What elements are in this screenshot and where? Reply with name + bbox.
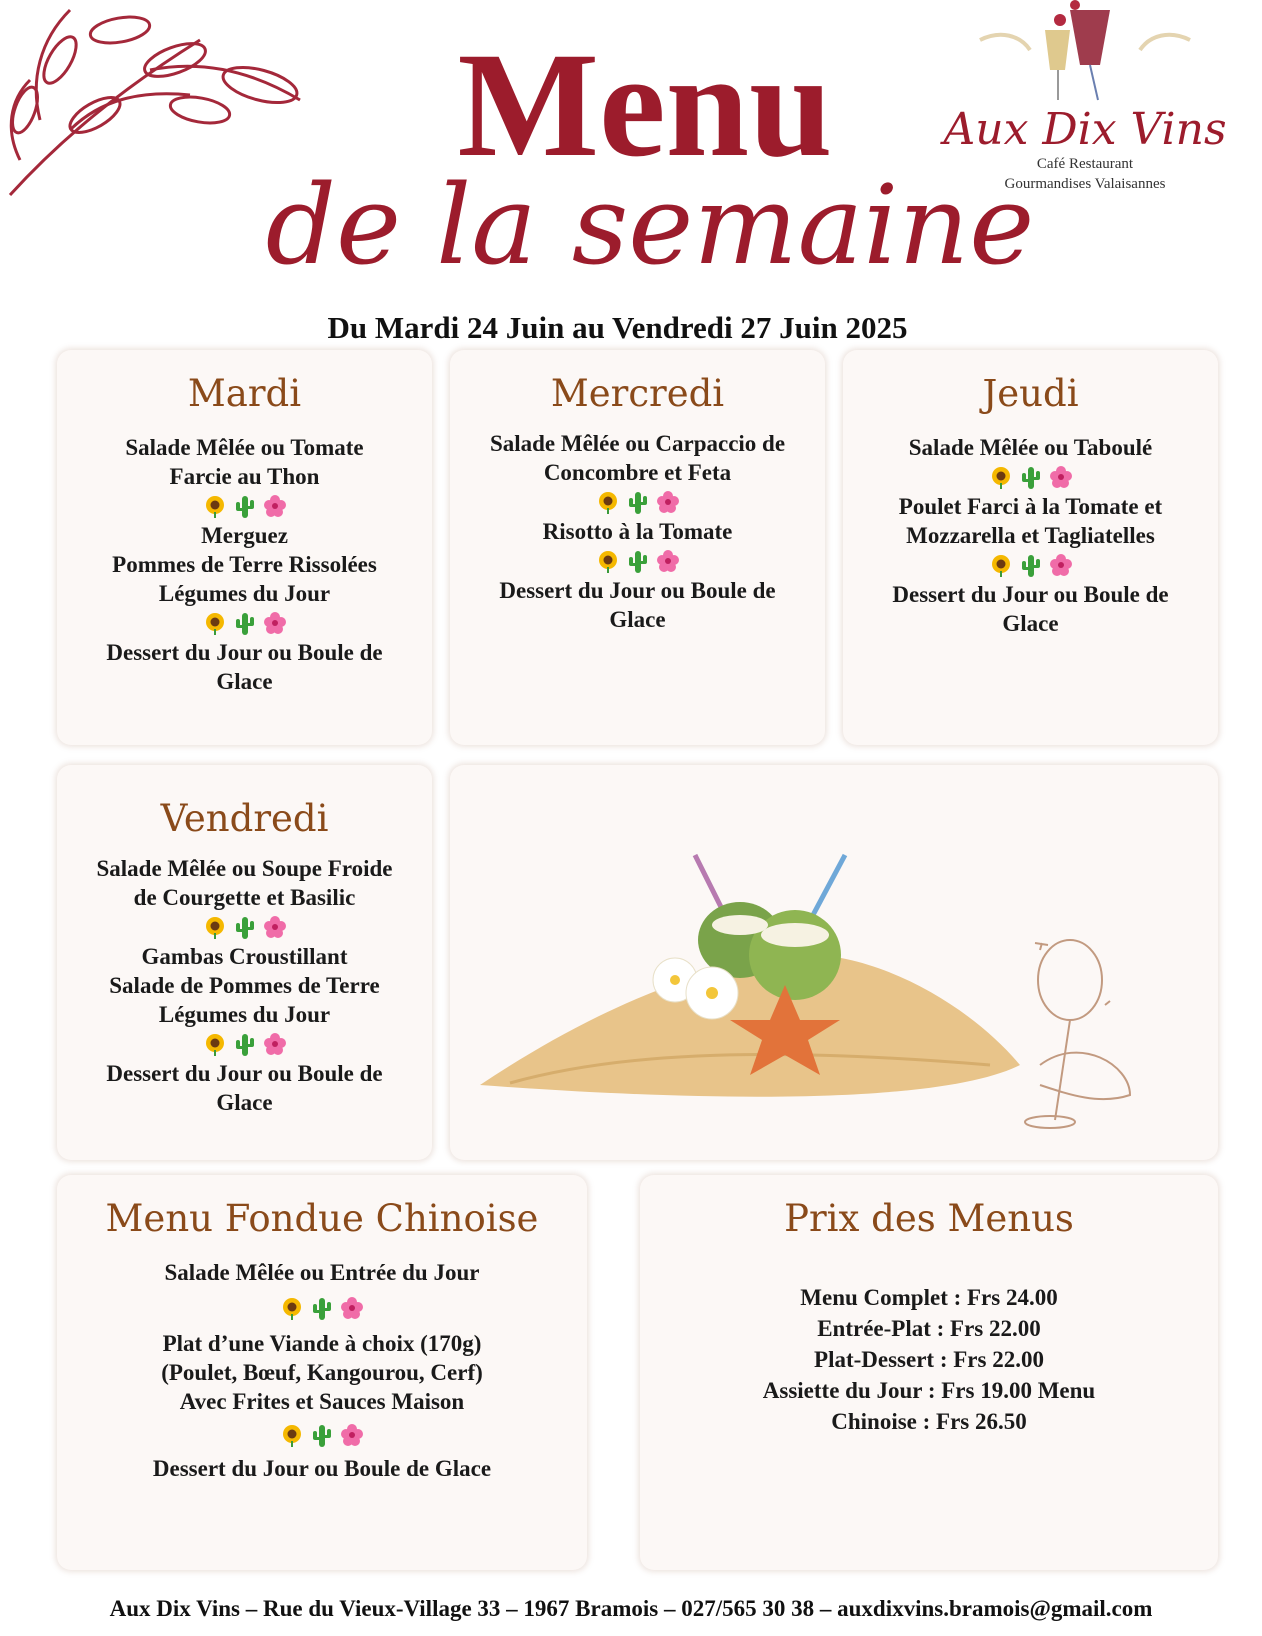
cactus-icon (626, 490, 650, 514)
week-dates: Du Mardi 24 Juin au Vendredi 27 Juin 2025 (327, 310, 908, 345)
sunflower-icon (203, 1032, 227, 1056)
cactus-icon (233, 1032, 257, 1056)
menu-line: Dessert du Jour ou Boule de (892, 582, 1169, 607)
cactus-icon (233, 611, 257, 635)
menu-line: Merguez (201, 523, 288, 548)
menu-line: Mozzarella et Tagliatelles (906, 523, 1155, 548)
cactus-icon (233, 494, 257, 518)
emoji-separator (57, 1420, 587, 1450)
beach-coconut-illustration (450, 765, 1218, 1160)
menu-line: Dessert du Jour ou Boule de Glace (152, 1456, 492, 1481)
sunflower-icon (596, 490, 620, 514)
menu-line: Avec Frites et Sauces Maison (179, 1389, 465, 1414)
semaine-title: de la semaine (265, 161, 1035, 289)
sunflower-icon (203, 915, 227, 939)
menu-line: Salade Mêlée ou Tomate (125, 435, 364, 460)
card-mercredi (450, 350, 825, 745)
sunflower-icon (280, 1423, 304, 1447)
card-vendredi (57, 765, 432, 1160)
menu-line: Salade Mêlée ou Soupe Froide (96, 856, 393, 881)
hibiscus-icon (263, 611, 287, 635)
menu-line: Salade Mêlée ou Taboulé (908, 435, 1153, 460)
day-title-mardi: Mardi (187, 372, 302, 415)
card-fondue (57, 1175, 587, 1570)
restaurant-logo (920, 0, 1250, 210)
cactus-icon (233, 915, 257, 939)
hibiscus-icon (340, 1296, 364, 1320)
price-line: Entrée-Plat : Frs 22.00 (817, 1316, 1041, 1341)
card-prices (640, 1175, 1218, 1570)
emoji-separator (57, 491, 432, 521)
menu-line: Concombre et Feta (543, 460, 732, 485)
sunflower-icon (989, 553, 1013, 577)
sunflower-icon (203, 494, 227, 518)
menu-line: Salade Mêlée ou Carpaccio de (489, 431, 786, 456)
menu-line: (Poulet, Bœuf, Kangourou, Cerf) (161, 1360, 483, 1385)
menu-line: Pommes de Terre Rissolées (112, 552, 377, 577)
cactus-icon (626, 549, 650, 573)
price-line: Menu Complet : Frs 24.00 (800, 1285, 1058, 1310)
sunflower-icon (989, 465, 1013, 489)
logo-line1: Café Restaurant (1036, 156, 1134, 172)
hibiscus-icon (263, 915, 287, 939)
menu-line: Risotto à la Tomate (542, 519, 733, 544)
emoji-separator (450, 487, 825, 517)
menu-line: Farcie au Thon (169, 464, 320, 489)
illustration-card (450, 765, 1218, 1160)
emoji-separator (57, 912, 432, 942)
hibiscus-icon (1049, 465, 1073, 489)
menu-line: Légumes du Jour (158, 581, 331, 606)
cactus-icon (1019, 465, 1043, 489)
logo-name: Aux Dix Vins (943, 104, 1227, 155)
emoji-separator (57, 1029, 432, 1059)
emoji-separator (843, 550, 1218, 580)
sunflower-icon (596, 549, 620, 573)
price-line: Chinoise : Frs 26.50 (831, 1409, 1027, 1434)
menu-line: Dessert du Jour ou Boule de (499, 578, 776, 603)
wine-glasses-icon (920, 0, 1250, 110)
menu-line: Glace (609, 607, 666, 632)
emoji-separator (57, 608, 432, 638)
fondue-title: Menu Fondue Chinoise (105, 1197, 539, 1240)
emoji-separator (450, 546, 825, 576)
day-title-vendredi: Vendredi (160, 797, 329, 840)
card-jeudi (843, 350, 1218, 745)
hibiscus-icon (263, 1032, 287, 1056)
menu-line: de Courgette et Basilic (133, 885, 356, 910)
menu-line: Dessert du Jour ou Boule de (106, 1061, 383, 1086)
menu-line: Poulet Farci à la Tomate et (898, 494, 1163, 519)
sunflower-icon (203, 611, 227, 635)
menu-line: Glace (216, 669, 273, 694)
footer-contact: Aux Dix Vins – Rue du Vieux-Village 33 – 1967 Bramois – 027/565 30 38 – auxdixvins.bramois@gmail.com (109, 1596, 1153, 1621)
menu-line: Gambas Croustillant (141, 944, 348, 969)
card-mardi (57, 350, 432, 745)
menu-line: Légumes du Jour (158, 1002, 331, 1027)
day-title-mercredi: Mercredi (550, 372, 725, 415)
menu-line: Glace (1002, 611, 1059, 636)
prices-title: Prix des Menus (784, 1197, 1074, 1240)
menu-title: Menu (457, 22, 833, 188)
hibiscus-icon (263, 494, 287, 518)
price-line: Plat-Dessert : Frs 22.00 (814, 1347, 1044, 1372)
hibiscus-icon (340, 1423, 364, 1447)
emoji-separator (57, 1293, 587, 1323)
menu-line: Salade Mêlée ou Entrée du Jour (164, 1260, 480, 1285)
menu-line: Plat d’une Viande à choix (170g) (162, 1331, 482, 1356)
menu-line: Dessert du Jour ou Boule de (106, 640, 383, 665)
menu-line: Glace (216, 1090, 273, 1115)
logo-line2: Gourmandises Valaisannes (1004, 176, 1166, 192)
hibiscus-icon (1049, 553, 1073, 577)
day-title-jeudi: Jeudi (982, 372, 1079, 415)
hibiscus-icon (656, 549, 680, 573)
cactus-icon (310, 1423, 334, 1447)
hibiscus-icon (656, 490, 680, 514)
menu-line: Salade de Pommes de Terre (109, 973, 380, 998)
price-line: Assiette du Jour : Frs 19.00 Menu (762, 1378, 1096, 1403)
emoji-separator (843, 462, 1218, 492)
sunflower-icon (280, 1296, 304, 1320)
cactus-icon (1019, 553, 1043, 577)
cactus-icon (310, 1296, 334, 1320)
